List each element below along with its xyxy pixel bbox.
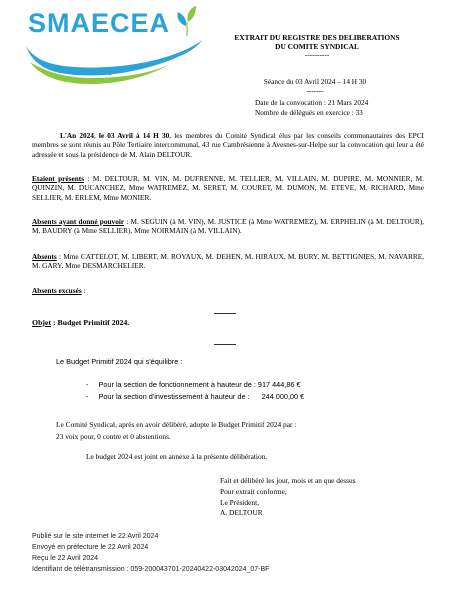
bullet-icon: -	[86, 392, 89, 401]
footer-published: Publié sur le site internet le 22 Avril 2024	[32, 533, 159, 540]
delegates-count: Nombre de délégués en exercice : 33	[255, 107, 363, 117]
proxy-paragraph	[32, 217, 424, 236]
header-meeting-info	[240, 77, 390, 94]
annex-note: Le budget 2024 est joint en annexe à la présente délibération.	[86, 452, 268, 461]
excused-label: Absents excusés	[32, 286, 82, 295]
header-counts	[255, 98, 415, 117]
proxy-label: Absents ayant donné pouvoir	[32, 217, 125, 226]
header-title	[232, 34, 402, 60]
operating-label: Pour la section de fonctionnement à hauteur de :	[98, 380, 258, 389]
signature-block	[220, 476, 356, 519]
header-title-line1: EXTRAIT DU REGISTRE DES DELIBERATIONS	[234, 33, 400, 42]
footer-received: Reçu le 22 Avril 2024	[32, 555, 99, 562]
divider	[214, 344, 236, 345]
divider	[214, 313, 236, 314]
absents-text: : Mme CATTELOT, M. LIBERT, M. ROYAUX, M. DEHEN, M. HIRAUX, M. BURY, M. BETTIGNIES, M. NAVARRE, M. GARY, Mme DESMARCHELIER.	[32, 252, 424, 271]
signature-title: Le Président,	[220, 497, 259, 507]
subject-label: Objet	[32, 318, 52, 327]
investment-value: 244 000,00 €	[261, 392, 305, 401]
logo	[20, 6, 220, 86]
seance-dashes: -------	[306, 85, 324, 95]
subject-line	[32, 318, 129, 327]
footer-sent: Envoyé en préfecture le 22 Avril 2024	[32, 544, 149, 551]
signature-line1: Fait et délibéré les jour, mois et an que dessus	[220, 476, 356, 485]
intro-date: le 03 Avril à 14 H 30	[98, 131, 170, 140]
vote-line1: Le Comité Syndical, après en avoir délibéré, adopte le Budget Primitif 2024 par :	[56, 420, 297, 429]
excused-text: :	[81, 286, 86, 295]
budget-line-operating	[86, 380, 301, 389]
footer-transmission	[32, 531, 269, 575]
presents-label: Etaient présents	[32, 174, 85, 183]
bullet-icon: -	[86, 380, 89, 389]
signature-name: A. DELTOUR	[220, 508, 263, 518]
logo-leaf-shape	[187, 6, 196, 22]
presents-paragraph	[32, 174, 424, 202]
intro-year: L'An 2024	[60, 131, 94, 140]
operating-value: 917 444,86 €	[257, 380, 301, 389]
intro-paragraph: L'An 2024, le 03 Avril à 14 H 30, les membres du Comité Syndical élus par les conseils communautaires des EPCI membres se sont réunis au Pôle Tertiaire intercommunal, 43 rue Cambrésienne à Avesnes-sur-Helpe sur la convocation qui leur a été adressée et sous la présidence de M. Alain DELTOUR.	[32, 131, 424, 159]
signature-line2: Pour extrait conforme,	[220, 486, 287, 496]
header-title-line2: DU COMITE SYNDICAL	[275, 41, 359, 51]
vote-line2: 23 voix pour, 0 contre et 0 abstentions.	[56, 431, 171, 441]
seance-date: Séance du 03 Avril 2024 – 14 H 30	[263, 77, 367, 86]
intro-text: , les membres du Comité Syndical élus par les conseils communautaires des EPCI membres se sont réunis au Pôle Tertiaire intercommunal, 43 rue Cambrésienne à Avesnes-sur-Helpe sur la convocation qui leur a été adressée et sous la présidence de M. Alain DELTOUR.	[32, 131, 424, 159]
footer-identifier: Identifiant de télétransmission : 059-200043701-20240422-03042024_07-BF	[32, 566, 270, 573]
investment-label: Pour la section d'investissement à hauteur de :	[98, 392, 250, 401]
vote-paragraph	[56, 419, 296, 442]
excused-paragraph	[32, 286, 424, 295]
proxy-text: : M. SEGUIN (à M. VIN), M. JUSTICE (à Mme WATREMEZ), M. ERPHELIN (à M. DELTOUR), M. BAUDRY (à Mme SELLIER), Mme NOIRMAIN (à M. VILLAIN).	[32, 217, 424, 236]
presents-text: : M. DELTOUR, M. VIN, M. DUFRENNE, M. TELLIER, M. VILLAIN, M. DUPIRE, M. MONNIER, M. QUINZIN, M. DUCANCHEZ, Mme WATREMEZ, M. SERET, M. COURET, M. DUMON, M. ETEVE, M. RICHARD, Mme SELLIER, M. ERLEM, Mme MONIER.	[32, 174, 424, 202]
subject-text: : Budget Primitif 2024.	[51, 318, 130, 327]
logo-subtitle: Syndicat Mixte d'Aménagement et d'Entretien des Cours d'Eau	[38, 37, 166, 56]
budget-line-investment	[86, 392, 304, 401]
convocation-date: Date de la convocation : 21 Mars 2024	[255, 98, 369, 107]
absents-label: Absents	[32, 252, 57, 261]
header-dashes: ----------	[304, 50, 330, 60]
logo-title: SMAECEA	[28, 8, 171, 38]
absents-paragraph	[32, 252, 424, 271]
logo-region: AVESNOIS	[74, 68, 113, 77]
budget-intro: Le Budget Primitif 2024 qui s'équilibre :	[56, 357, 183, 366]
